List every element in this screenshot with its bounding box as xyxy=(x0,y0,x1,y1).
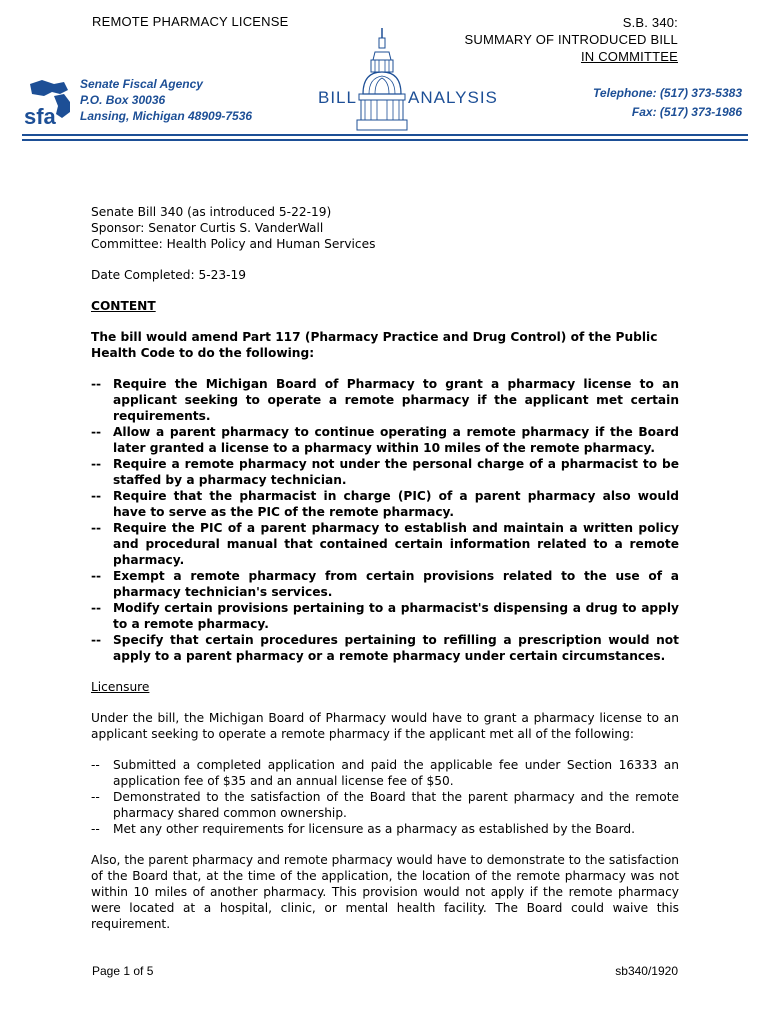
content-intro: The bill would amend Part 117 (Pharmacy Practice and Drug Control) of the Public Health Code to do the following: xyxy=(91,330,658,360)
content-bullet-item: -- Require the Michigan Board of Pharmacy to grant a pharmacy license to an applicant seeking to operate a remote pharmacy if the applicant met certain requirements. xyxy=(91,377,679,423)
content-bullet-item: -- Modify certain provisions pertaining to a pharmacist's dispensing a drug to apply to a remote pharmacy. xyxy=(91,601,679,631)
content-bullet-item: -- Require the PIC of a parent pharmacy to establish and maintain a written policy and procedural manual that contained certain information related to a remote pharmacy. xyxy=(91,521,679,567)
document-body xyxy=(91,204,679,947)
content-bullet-item: -- Exempt a remote pharmacy from certain provisions related to the use of a pharmacy technician's services. xyxy=(91,569,679,599)
content-bullet-list xyxy=(91,376,679,664)
document-title: REMOTE PHARMACY LICENSE xyxy=(92,14,289,29)
document-code: sb340/1920 xyxy=(615,964,678,978)
agency-logo-block xyxy=(22,74,262,130)
content-bullet-item: -- Require a remote pharmacy not under the personal charge of a pharmacist to be staffed by a pharmacy technician. xyxy=(91,457,679,487)
agency-fax: Fax: (517) 373-1986 xyxy=(631,105,742,119)
sponsor-line: Sponsor: Senator Curtis S. VanderWall xyxy=(91,221,324,235)
agency-city: Lansing, Michigan 48909-7536 xyxy=(80,109,253,123)
bill-status-header xyxy=(418,14,678,65)
content-bullet-item: -- Specify that certain procedures pertaining to refilling a prescription would not apply to a parent pharmacy or a remote pharmacy under certain circumstances. xyxy=(91,633,679,663)
agency-contact xyxy=(593,84,742,122)
bill-number: S.B. 340: xyxy=(622,15,678,30)
licensure-bullet-item: -- Met any other requirements for licensure as a pharmacy as established by the Board. xyxy=(91,822,635,836)
committee-line: Committee: Health Policy and Human Services xyxy=(91,237,376,251)
date-completed-line: Date Completed: 5-23-19 xyxy=(91,268,247,282)
content-bullet-item: -- Allow a parent pharmacy to continue operating a remote pharmacy if the Board later granted a license to a pharmacy within 10 miles of the remote pharmacy. xyxy=(91,425,679,455)
agency-telephone: Telephone: (517) 373-5383 xyxy=(593,86,742,100)
licensure-bullet-item: -- Demonstrated to the satisfaction of the Board that the parent pharmacy and the remote pharmacy shared common ownership. xyxy=(91,790,679,820)
agency-address xyxy=(80,76,252,124)
content-heading: CONTENT xyxy=(91,299,156,313)
licensure-paragraph: Also, the parent pharmacy and remote pharmacy would have to demonstrate to the satisfaction of the Board that, at the time of the application, the location of the remote pharmacy was not within 10 miles of another pharmacy. This provision would not apply if the remote pharmacy were located at a hospital, clinic, or mental health facility. The Board could waive this requirement. xyxy=(91,853,679,931)
agency-name: Senate Fiscal Agency xyxy=(80,77,203,91)
header-divider xyxy=(22,134,748,136)
licensure-heading: Licensure xyxy=(91,680,150,694)
bill-word: BILL xyxy=(318,88,357,107)
sfa-logo-letters: sfa xyxy=(24,104,56,128)
content-bullet-item: -- Require that the pharmacist in charge (PIC) of a parent pharmacy also would have to serve as the PIC of the remote pharmacy. xyxy=(91,489,679,519)
page-number: Page 1 of 5 xyxy=(92,964,154,978)
licensure-intro: Under the bill, the Michigan Board of Pharmacy would have to grant a pharmacy license to an applicant seeking to operate a remote pharmacy if the applicant met all of the following: xyxy=(91,711,679,741)
sfa-logo-icon xyxy=(24,78,76,128)
licensure-bullet-list xyxy=(91,757,679,837)
agency-po-box: P.O. Box 30036 xyxy=(80,93,166,107)
capitol-dome-icon xyxy=(355,28,409,132)
bill-location-line: IN COMMITTEE xyxy=(580,49,678,64)
analysis-word: ANALYSIS xyxy=(408,88,498,107)
bill-stage-line: SUMMARY OF INTRODUCED BILL xyxy=(464,32,678,47)
bill-introduced-line: Senate Bill 340 (as introduced 5-22-19) xyxy=(91,205,332,219)
header-divider-secondary xyxy=(22,139,748,141)
licensure-bullet-item: -- Submitted a completed application and paid the applicable fee under Section 16333 an application fee of $35 and an annual license fee of $50. xyxy=(91,758,679,788)
